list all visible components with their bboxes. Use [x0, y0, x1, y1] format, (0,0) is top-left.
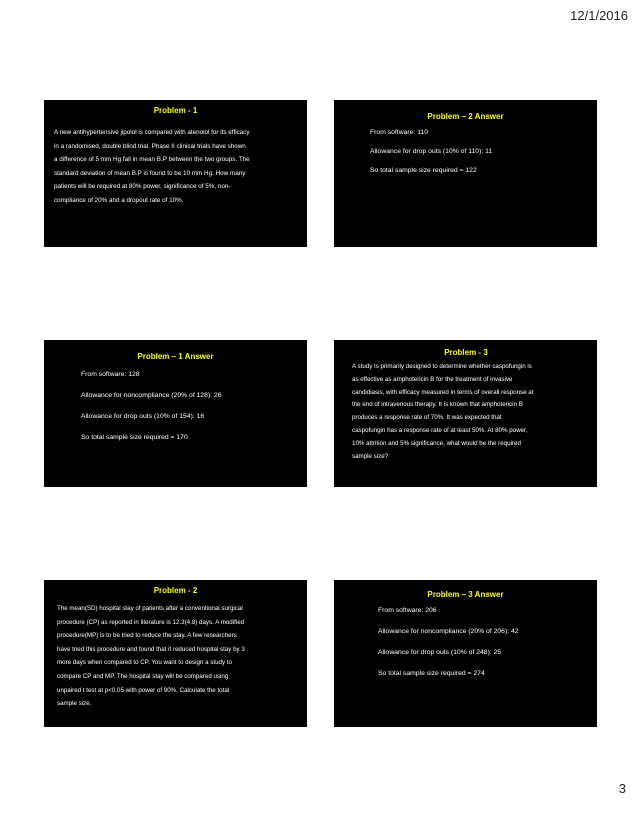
slide-title: Problem – 3 Answer: [427, 590, 504, 599]
slide-body: [57, 602, 294, 711]
body-line: procedure(MP) is to be tried to reduce the stay. A few researchers: [57, 632, 237, 640]
answer-line: Allowance for noncompliance (20% of 206): 42: [378, 628, 519, 635]
body-line: as effective as amphotericin B for the treatment of invasive: [352, 375, 513, 383]
body-line: a difference of 5 mm Hg fall in mean B.P between the two groups. The: [54, 156, 250, 163]
body-line: compliance of 20% and a dropout rate of 10%.: [54, 196, 184, 204]
body-line: procedure (CP) as reported in literature is 12.3(4.8) days. A modified: [57, 618, 245, 626]
body-line: sample size?: [352, 452, 389, 460]
body-line: A study Is primarily designed to determine whether caspofungin is: [352, 363, 532, 370]
answer-line: Allowance for drop outs (10% of 110): 11: [370, 148, 493, 155]
slide-title: Problem - 3: [444, 348, 488, 357]
slide-body: [352, 361, 580, 463]
body-line: patients will be required at 80% power, significance of 5%, non-: [54, 183, 231, 190]
body-line: 10% attrition and 5% significance, what would be the required: [352, 439, 521, 447]
body-line: The mean(SD) hospital stay of patients after a conventional surgical: [57, 605, 243, 612]
answer-line: Allowance for drop outs (10% of 248): 25: [378, 649, 502, 656]
body-line: unpaired t test at p<0.05 with power of 90%. Calculate the total: [57, 686, 230, 694]
answer-line: From software: 110: [370, 129, 429, 136]
body-line: have tried this procedure and found that it reduced hospital stay by 3: [57, 645, 245, 653]
body-line: in a randomised, double blind trial. Phase II clinical trials have shown: [54, 142, 246, 150]
slide-title: Problem - 2: [153, 586, 198, 595]
body-line: A new antihypertensive jipolol is compared with atenolol for its efficacy: [54, 129, 250, 136]
body-line: candidiasis, with efficacy measured in terms of overall response at: [352, 388, 534, 396]
page-number: 3: [618, 781, 626, 796]
slide-problem-1: [44, 100, 307, 247]
handout-date: 12/1/2016: [570, 8, 628, 23]
answer-line: From software: 128: [81, 371, 140, 378]
body-line: compare CP and MP. The hospital stay will be compared using: [57, 672, 229, 680]
slide-title: Problem – 2 Answer: [427, 112, 504, 121]
answer-line: Allowance for noncompliance (20% of 128): 26: [81, 392, 222, 399]
slide-title: Problem - 1: [153, 106, 198, 115]
slide-problem-1-answer: [44, 340, 307, 487]
answer-line: So total sample size required = 274: [378, 670, 485, 677]
body-line: standard deviation of mean B.P is found to be 10 mm Hg. How many: [54, 169, 246, 177]
answer-line: So total sample size required = 170: [81, 434, 188, 441]
body-line: caspofungin has a response rate of at least 50%. At 80% power,: [352, 426, 528, 434]
body-line: produces a response rate of 70%. It was expected that: [352, 414, 502, 422]
slide-problem-3: [334, 340, 597, 487]
slide-body: [54, 126, 297, 207]
body-line: sample size.: [57, 700, 92, 708]
slide-problem-3-answer: [334, 580, 597, 727]
answer-line: Allowance for drop outs (10% of 154): 16: [81, 413, 205, 420]
slide-title: Problem – 1 Answer: [137, 352, 214, 361]
slide-problem-2: [44, 580, 307, 727]
slide-problem-2-answer: [334, 100, 597, 247]
body-line: the end of intravenous therapy. It is known that amphotericin B: [352, 401, 523, 409]
body-line: more days when compared to CP. You want to design a study to: [57, 659, 232, 667]
answer-line: From software: 206: [378, 607, 437, 614]
answer-line: So total sample size required = 122: [370, 167, 477, 174]
